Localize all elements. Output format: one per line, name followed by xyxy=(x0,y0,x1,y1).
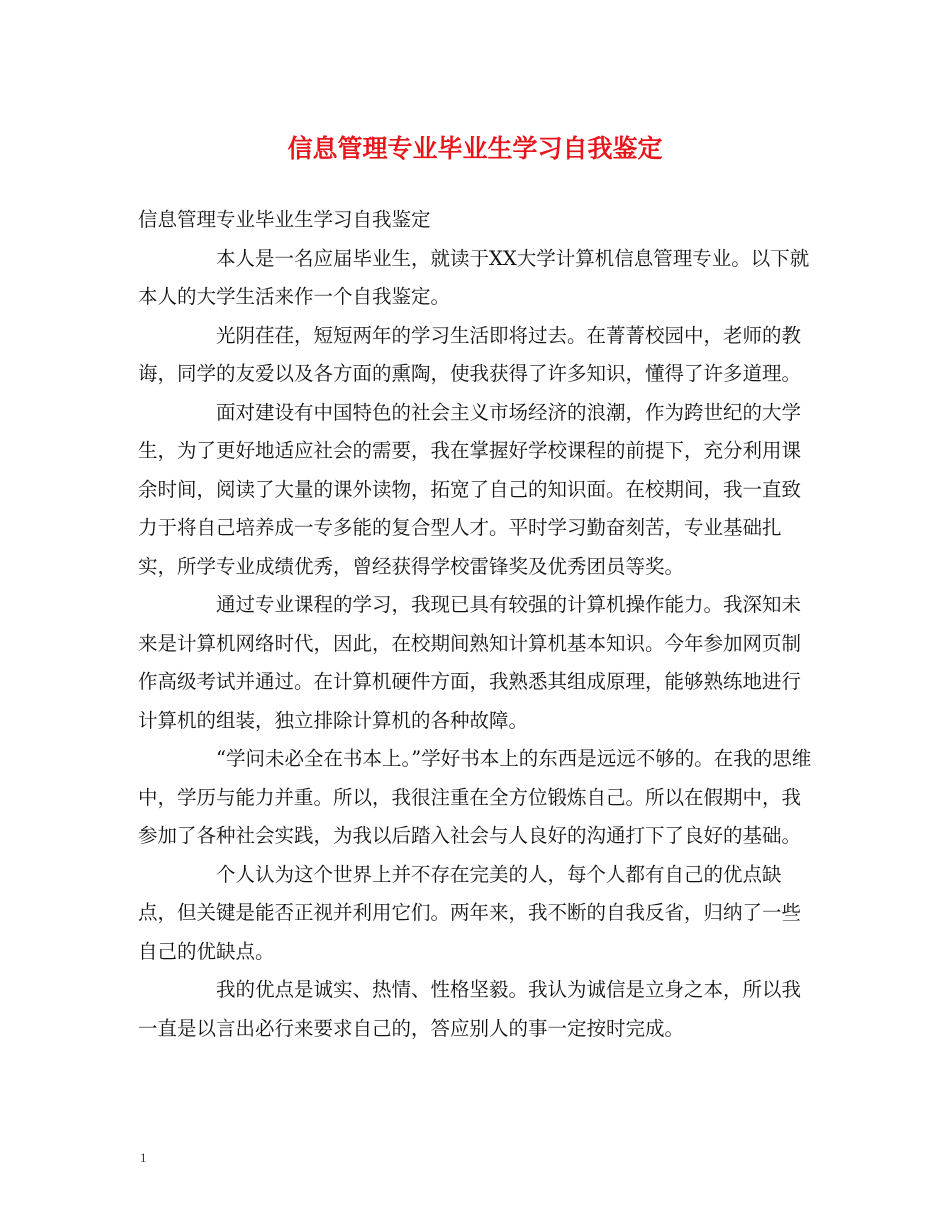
paragraph: 面对建设有中国特色的社会主义市场经济的浪潮，作为跨世纪的大学生，为了更好地适应社会的需要，我在掌握好学校课程的前提下，充分利用课余时间，阅读了大量的课外读物，拓宽了自己的知识面。在校期间，我一直致力于将自己培养成一专多能的复合型人才。平时学习勤奋刻苦，专业基础扎实，所学专业成绩优秀，曾经获得学校雷锋奖及优秀团员等奖。 xyxy=(138,400,802,578)
paragraph: 通过专业课程的学习，我现已具有较强的计算机操作能力。我深知未来是计算机网络时代，因此，在校期间熟知计算机基本知识。今年参加网页制作高级考试并通过。在计算机硬件方面，我熟悉其组成原理，能够熟练地进行计算机的组装，独立排除计算机的各种故障。 xyxy=(138,593,802,732)
document-body xyxy=(138,201,818,1048)
document-title: 信息管理专业毕业生学习自我鉴定 xyxy=(287,134,663,163)
document-subtitle: 信息管理专业毕业生学习自我鉴定 xyxy=(138,208,431,231)
paragraph: 个人认为这个世界上并不存在完美的人，每个人都有自己的优点缺点，但关键是能否正视并利用它们。两年来，我不断的自我反省，归纳了一些自己的优缺点。 xyxy=(138,862,802,963)
paragraph: 本人是一名应届毕业生，就读于XX大学计算机信息管理专业。以下就本人的大学生活来作一个自我鉴定。 xyxy=(138,246,810,308)
paragraph: 我的优点是诚实、热情、性格坚毅。我认为诚信是立身之本，所以我一直是以言出必行来要求自己的，答应别人的事一定按时完成。 xyxy=(138,978,802,1040)
page-number: 1 xyxy=(140,1150,147,1165)
paragraph: 光阴荏荏，短短两年的学习生活即将过去。在菁菁校园中，老师的教诲，同学的友爱以及各方面的熏陶，使我获得了许多知识，懂得了许多道理。 xyxy=(138,323,802,385)
paragraph: “学问未必全在书本上。”学好书本上的东西是远远不够的。在我的思维中，学历与能力并重。所以，我很注重在全方位锻炼自己。所以在假期中，我参加了各种社会实践，为我以后踏入社会与人良好的沟通打下了良好的基础。 xyxy=(138,747,812,847)
